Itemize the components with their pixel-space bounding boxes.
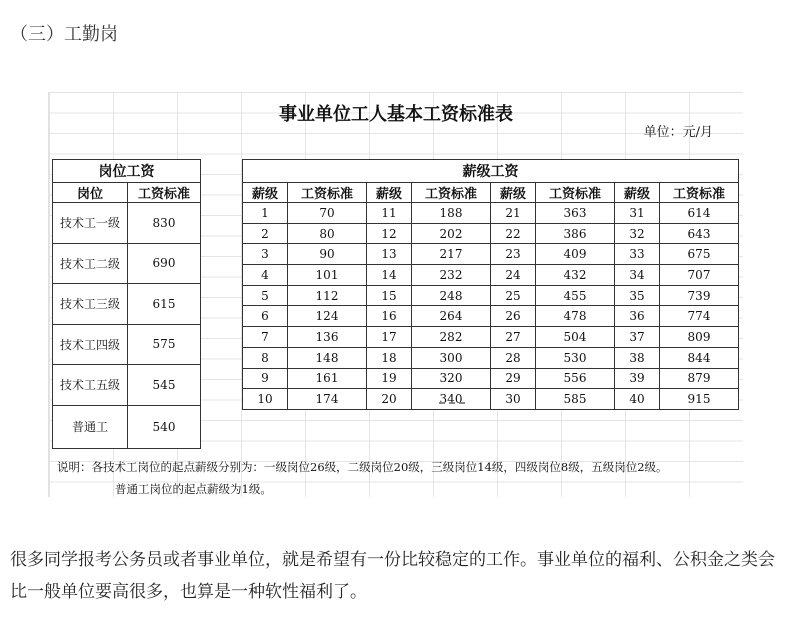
salary-cell: 879 <box>660 368 739 389</box>
grade-cell: 14 <box>367 265 412 286</box>
salary-table-image <box>48 92 743 497</box>
salary-cell: 124 <box>288 306 367 327</box>
grade-cell: 35 <box>615 285 660 306</box>
salary-cell: 386 <box>536 223 615 244</box>
salary-cell: 300 <box>412 347 491 368</box>
unit-label: 单位：元/月 <box>643 125 713 140</box>
grade-cell: 31 <box>615 203 660 224</box>
position-name-cell: 普通工 <box>53 405 128 448</box>
table-row <box>53 365 201 406</box>
salary-cell: 409 <box>536 244 615 265</box>
grade-cell: 32 <box>615 223 660 244</box>
table-row <box>243 223 739 244</box>
position-salary-table <box>52 159 201 449</box>
grade-cell: 34 <box>615 265 660 286</box>
salary-cell: 432 <box>536 265 615 286</box>
table-row <box>53 203 201 244</box>
note-line-1: 说明：各技术工岗位的起点薪级分别为：一级岗位26级，二级岗位20级，三级岗位14级，四级岗位8级，五级岗位2级。 <box>57 460 668 474</box>
table-row <box>243 203 739 224</box>
grade-cell: 19 <box>367 368 412 389</box>
grade-cell: 2 <box>243 223 288 244</box>
table-row <box>243 306 739 327</box>
salary-cell: 830 <box>128 203 201 244</box>
salary-cell: 248 <box>412 285 491 306</box>
grade-cell: 17 <box>367 327 412 348</box>
salary-cell: 774 <box>660 306 739 327</box>
salary-cell: 320 <box>412 368 491 389</box>
salary-cell: 217 <box>412 244 491 265</box>
grade-salary-table <box>242 159 739 410</box>
salary-cell: 556 <box>536 368 615 389</box>
grade-cell: 27 <box>491 327 536 348</box>
note-line-2: 普通工岗位的起点薪级为1级。 <box>115 482 272 496</box>
salary-cell: 690 <box>128 243 201 284</box>
table-row <box>243 265 739 286</box>
body-paragraph: 很多同学报考公务员或者事业单位，就是希望有一份比较稳定的工作。事业单位的福利、公积金之类会比一般单位要高很多，也算是一种软性福利了。 <box>10 550 775 602</box>
salary-cell: 643 <box>660 223 739 244</box>
salary-cell: 161 <box>288 368 367 389</box>
table-title: 事业单位工人基本工资标准表 <box>279 104 513 125</box>
salary-cell: 174 <box>288 389 367 410</box>
position-table-title: 岗位工资 <box>53 160 201 183</box>
grade-table-title: 薪级工资 <box>243 160 739 183</box>
salary-cell: 545 <box>128 365 201 406</box>
grade-cell: 33 <box>615 244 660 265</box>
salary-cell: 112 <box>288 285 367 306</box>
salary-cell: 504 <box>536 327 615 348</box>
table-row <box>243 327 739 348</box>
salary-cell: 530 <box>536 347 615 368</box>
grade-cell: 23 <box>491 244 536 265</box>
salary-cell: 80 <box>288 223 367 244</box>
salary-cell: 809 <box>660 327 739 348</box>
grade-cell: 11 <box>367 203 412 224</box>
salary-cell: 264 <box>412 306 491 327</box>
column-header: 岗位 <box>53 183 128 203</box>
grade-cell: 29 <box>491 368 536 389</box>
grade-cell: 6 <box>243 306 288 327</box>
grade-cell: 25 <box>491 285 536 306</box>
grade-cell: 36 <box>615 306 660 327</box>
grade-cell: 4 <box>243 265 288 286</box>
salary-cell: 585 <box>536 389 615 410</box>
salary-cell: 739 <box>660 285 739 306</box>
grade-cell: 21 <box>491 203 536 224</box>
column-header: 工资标准 <box>288 183 367 203</box>
position-name-cell: 技术工五级 <box>53 365 128 406</box>
salary-cell: 90 <box>288 244 367 265</box>
salary-cell: 455 <box>536 285 615 306</box>
grade-cell: 18 <box>367 347 412 368</box>
grade-cell: 20 <box>367 389 412 410</box>
salary-cell: 844 <box>660 347 739 368</box>
grade-cell: 38 <box>615 347 660 368</box>
grade-cell: 9 <box>243 368 288 389</box>
salary-cell: 232 <box>412 265 491 286</box>
column-header: 工资标准 <box>128 183 201 203</box>
table-row <box>243 285 739 306</box>
salary-cell: 188 <box>412 203 491 224</box>
table-row <box>243 389 739 410</box>
grade-cell: 8 <box>243 347 288 368</box>
salary-cell: 148 <box>288 347 367 368</box>
grade-cell: 30 <box>491 389 536 410</box>
position-name-cell: 技术工四级 <box>53 324 128 365</box>
table-row <box>243 368 739 389</box>
grade-cell: 13 <box>367 244 412 265</box>
salary-cell: 915 <box>660 389 739 410</box>
position-name-cell: 技术工三级 <box>53 284 128 325</box>
grade-cell: 26 <box>491 306 536 327</box>
grade-cell: 12 <box>367 223 412 244</box>
column-header: 工资标准 <box>660 183 739 203</box>
salary-cell: 101 <box>288 265 367 286</box>
table-row <box>53 405 201 448</box>
grade-cell: 24 <box>491 265 536 286</box>
table-row <box>53 324 201 365</box>
column-header: 薪级 <box>243 183 288 203</box>
column-header: 薪级 <box>615 183 660 203</box>
column-header: 工资标准 <box>536 183 615 203</box>
salary-cell: 575 <box>128 324 201 365</box>
salary-cell: 614 <box>660 203 739 224</box>
salary-cell: 282 <box>412 327 491 348</box>
grade-cell: 10 <box>243 389 288 410</box>
table-row <box>243 347 739 368</box>
column-header: 薪级 <box>491 183 536 203</box>
column-header: 薪级 <box>367 183 412 203</box>
grade-cell: 39 <box>615 368 660 389</box>
grade-cell: 7 <box>243 327 288 348</box>
salary-cell: 615 <box>128 284 201 325</box>
salary-cell: 202 <box>412 223 491 244</box>
table-row <box>53 284 201 325</box>
grade-cell: 1 <box>243 203 288 224</box>
grade-cell: 40 <box>615 389 660 410</box>
salary-cell: 363 <box>536 203 615 224</box>
salary-cell: 136 <box>288 327 367 348</box>
salary-cell: 478 <box>536 306 615 327</box>
position-name-cell: 技术工二级 <box>53 243 128 284</box>
grade-cell: 28 <box>491 347 536 368</box>
grade-cell: 22 <box>491 223 536 244</box>
section-heading: （三）工勤岗 <box>10 24 118 45</box>
grade-cell: 37 <box>615 327 660 348</box>
salary-cell: 675 <box>660 244 739 265</box>
salary-cell: 340 <box>412 389 491 410</box>
position-name-cell: 技术工一级 <box>53 203 128 244</box>
column-header: 工资标准 <box>412 183 491 203</box>
grade-cell: 16 <box>367 306 412 327</box>
salary-cell: 70 <box>288 203 367 224</box>
salary-cell: 540 <box>128 405 201 448</box>
grade-cell: 5 <box>243 285 288 306</box>
salary-cell: 707 <box>660 265 739 286</box>
grade-cell: 15 <box>367 285 412 306</box>
table-row <box>243 244 739 265</box>
table-row <box>53 243 201 284</box>
grade-cell: 3 <box>243 244 288 265</box>
selection-dash <box>439 402 465 404</box>
